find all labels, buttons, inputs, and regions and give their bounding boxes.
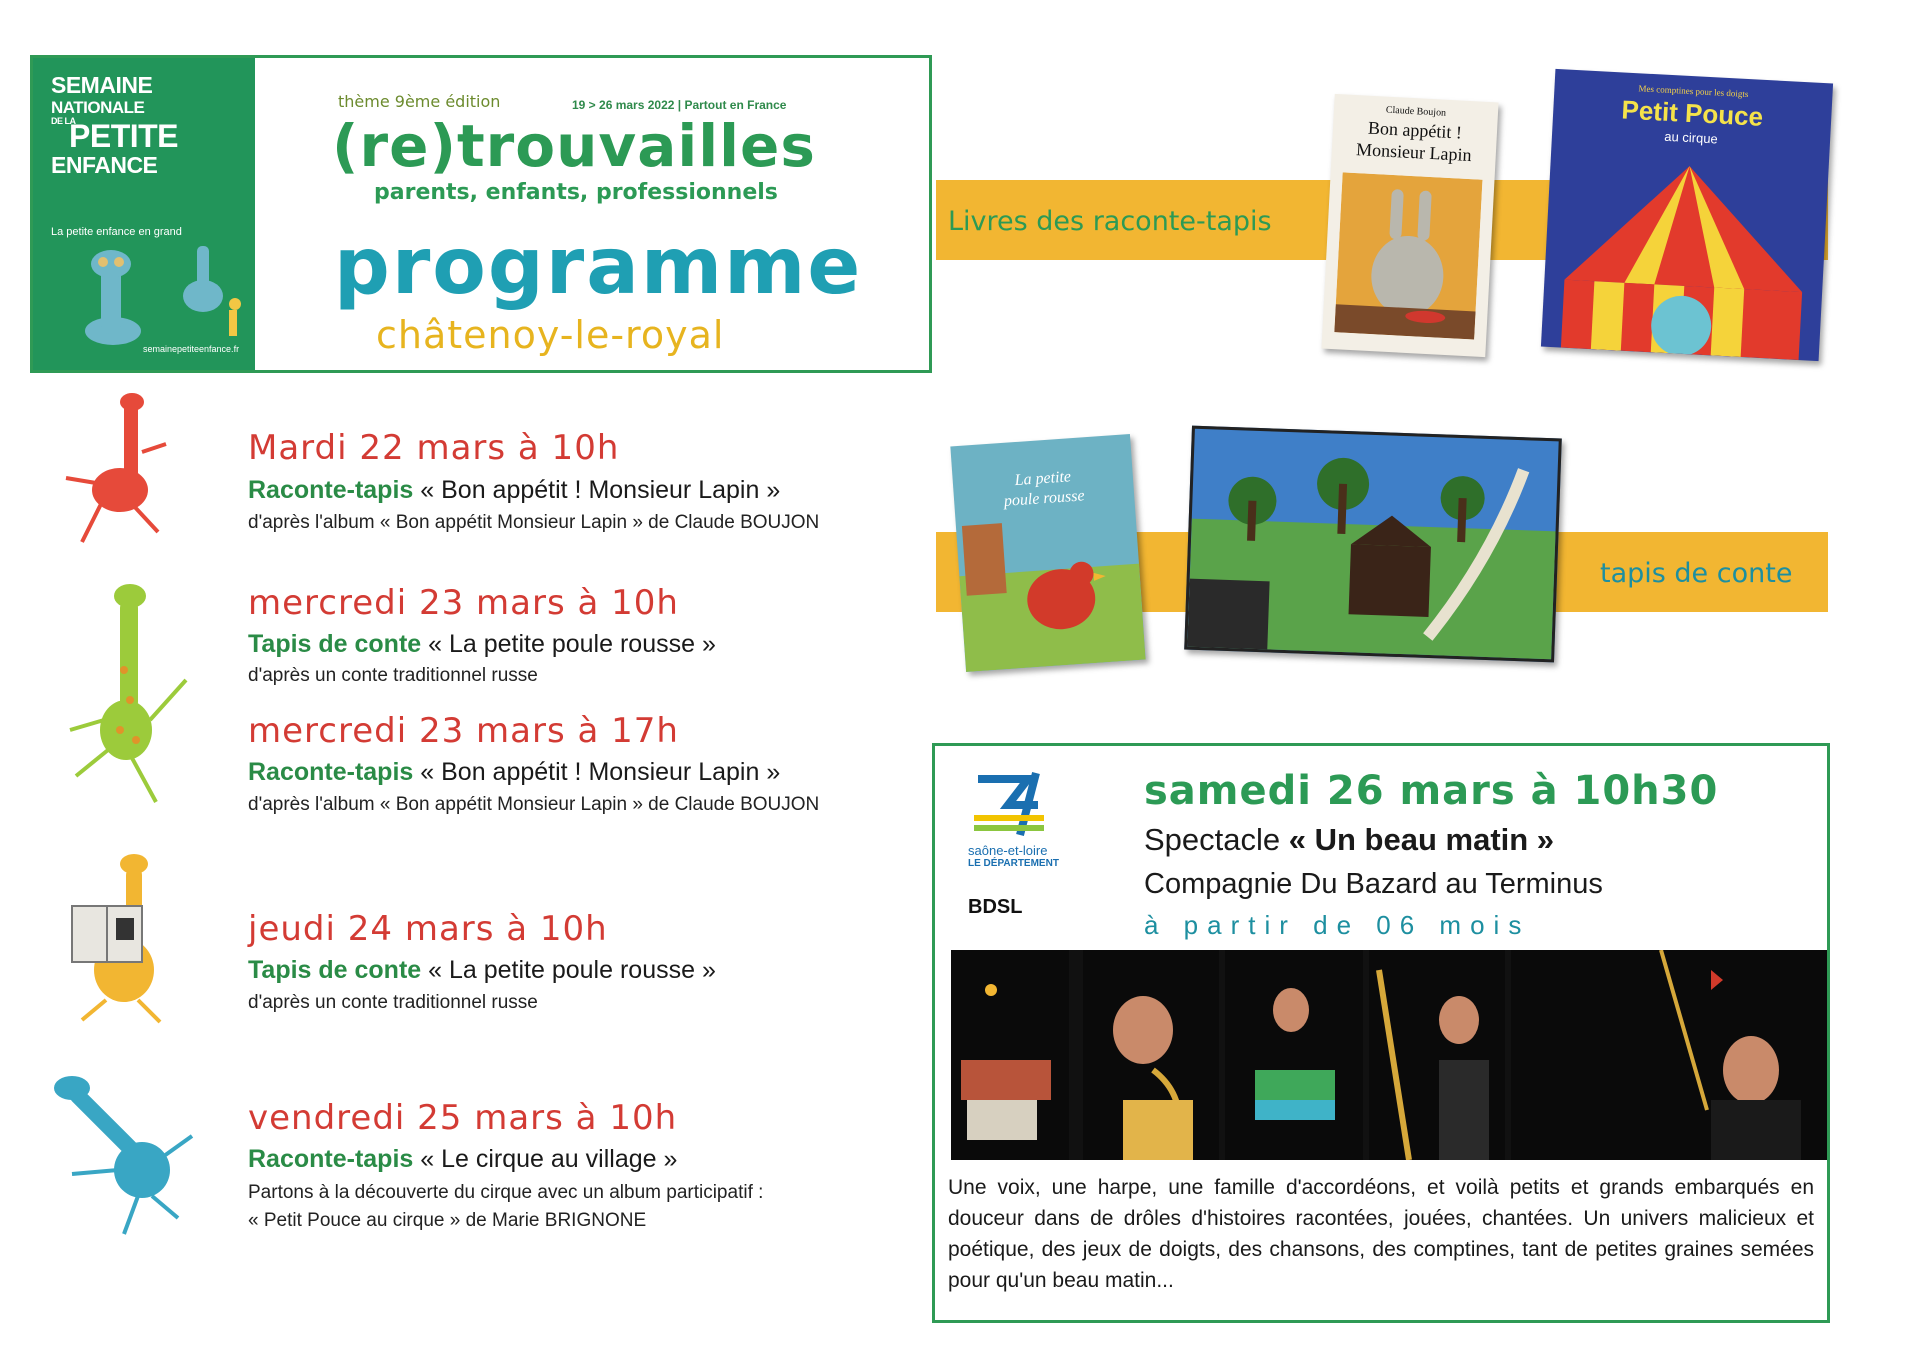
giraffe-couple-icon [53, 246, 243, 346]
event-3-kind: Raconte-tapis [248, 758, 414, 786]
logo-url: semainepetiteenfance.fr [143, 344, 240, 354]
event-1-name: « Bon appétit ! Monsieur Lapin » [420, 476, 781, 504]
theme-label: thème 9ème édition [338, 92, 501, 111]
event-2-detail: d'après un conte traditionnel russe [248, 665, 538, 686]
event-2-title [248, 630, 716, 659]
show-description: Une voix, une harpe, une famille d'accordéons, et voilà petits et grands embarqués en douceur dans de drôles d'histoires racontées, jouées, chantées. Un univers malicieux et poétique, des jeux de doigts, des chansons, des comptines, tant de petites graines semées pour qu'un beau matin... [948, 1176, 1814, 1292]
event-4-detail: d'après un conte traditionnel russe [248, 992, 538, 1013]
event-2-day: mercredi 23 mars à 10h [248, 583, 679, 623]
event-4-kind: Tapis de conte [248, 956, 422, 984]
event-5-detail-2: « Petit Pouce au cirque » de Marie BRIGNONE [248, 1210, 647, 1231]
red-giraffe-icon [62, 392, 172, 562]
green-giraffe-icon [64, 580, 194, 810]
programme-heading: programme [334, 222, 863, 312]
book-2-title: Petit Pouce [1620, 94, 1764, 132]
show-title: « Un beau matin » [1288, 822, 1555, 857]
logo-line-petite: PETITE [69, 118, 179, 154]
photo-performer-portrait [1511, 950, 1827, 1160]
logo-line-nationale: NATIONALE [51, 98, 145, 117]
performance-photo-strip [951, 950, 1827, 1160]
book-monsieur-lapin [1321, 94, 1498, 357]
event-5-kind: Raconte-tapis [248, 1145, 414, 1173]
event-1-title [248, 476, 780, 505]
saone-et-loire-logo-icon [968, 765, 1058, 855]
photo-harp-player [1083, 950, 1219, 1160]
farm-carpet-illustration-icon [1187, 429, 1562, 663]
rabbit-illustration-icon [1334, 172, 1482, 339]
book-1-title-2: Monsieur Lapin [1355, 139, 1473, 166]
book-petite-poule-rousse [950, 434, 1145, 672]
book-1-title-1: Bon appétit ! [1367, 117, 1463, 143]
event-3-detail: d'après l'album « Bon appétit Monsieur Lapin » de Claude BOUJON [248, 794, 820, 815]
saturday-company: Compagnie Du Bazard au Terminus [1144, 868, 1603, 900]
logo-line-semaine: SEMAINE [51, 72, 153, 98]
photo-accordions [951, 950, 1069, 1160]
dept-logo-subtext: LE DÉPARTEMENT [968, 858, 1059, 869]
event-3-day: mercredi 23 mars à 17h [248, 711, 679, 751]
event-3-title [248, 758, 780, 787]
event-5-detail: Partons à la découverte du cirque avec un album participatif : [248, 1182, 764, 1203]
event-5-name: « Le cirque au village » [420, 1145, 678, 1173]
dept-logo-text: saône-et-loire [968, 843, 1048, 858]
event-2-kind: Tapis de conte [248, 630, 422, 658]
logo-tagline: La petite enfance en grand [51, 226, 182, 238]
event-1-kind: Raconte-tapis [248, 476, 414, 504]
orange-giraffe-reading-icon [68, 850, 178, 1030]
book-3-title-1: La petite [1014, 468, 1072, 490]
book-1-author: Claude Boujon [1385, 104, 1447, 119]
event-3-name: « Bon appétit ! Monsieur Lapin » [420, 758, 781, 786]
tapis-band-label: tapis de conte [1600, 558, 1793, 589]
event-2-name: « La petite poule rousse » [428, 630, 716, 658]
photo-harp-closeup [1369, 950, 1505, 1160]
event-1-detail: d'après l'album « Bon appétit Monsieur Lapin » de Claude BOUJON [248, 512, 820, 533]
book-2-topline: Mes comptines pour les doigts [1638, 83, 1749, 100]
theme-title: (re)trouvailles [332, 112, 816, 180]
event-4-name: « La petite poule rousse » [428, 956, 716, 984]
story-carpet-photo [1184, 426, 1562, 663]
town-name: châtenoy-le-royal [376, 313, 725, 357]
books-band-label: Livres des raconte-tapis [948, 206, 1272, 237]
saturday-show [1144, 822, 1554, 858]
circus-tent-icon [1541, 149, 1829, 361]
event-5-title [248, 1145, 677, 1174]
photo-pop-up-book [1225, 950, 1363, 1160]
saturday-age-range: à partir de 06 mois [1144, 910, 1531, 940]
book-2-subtitle: au cirque [1663, 128, 1719, 147]
book-3-title-2: poule rousse [1003, 487, 1086, 510]
semaine-petite-enfance-logo [33, 58, 255, 370]
hen-illustration-icon [955, 504, 1145, 672]
event-5-day: vendredi 25 mars à 10h [248, 1098, 678, 1138]
event-4-title [248, 956, 716, 985]
event-date-range: 19 > 26 mars 2022 | Partout en France [572, 98, 787, 112]
book-petit-pouce [1541, 69, 1833, 361]
blue-giraffe-icon [46, 1070, 196, 1240]
logo-line-enfance: ENFANCE [51, 152, 158, 178]
theme-subtitle: parents, enfants, professionnels [374, 180, 778, 205]
saturday-day: samedi 26 mars à 10h30 [1144, 768, 1719, 814]
event-4-day: jeudi 24 mars à 10h [248, 909, 608, 949]
show-prefix: Spectacle [1144, 822, 1281, 857]
bdsl-logo: BDSL [968, 896, 1023, 918]
event-1-day: Mardi 22 mars à 10h [248, 428, 620, 468]
logo-line-de-la: DE LA [51, 116, 76, 126]
